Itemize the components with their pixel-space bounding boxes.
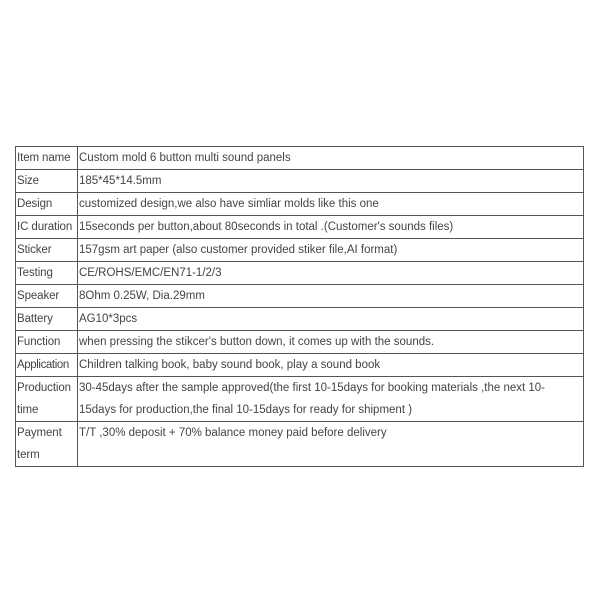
row-value: Children talking book, baby sound book, play a sound book (78, 354, 584, 377)
row-value: 185*45*14.5mm (78, 170, 584, 193)
row-label: Size (16, 170, 78, 193)
table-row (16, 239, 584, 262)
row-label: Design (16, 193, 78, 216)
table-row (16, 422, 584, 467)
row-value: 30-45days after the sample approved(the first 10-15days for booking materials ,the next 10-15days for production,the final 10-15days for ready for shipment ) (78, 377, 584, 422)
table-row (16, 147, 584, 170)
row-label: Sticker (16, 239, 78, 262)
row-label: IC duration (16, 216, 78, 239)
row-label: Application (16, 354, 78, 377)
row-value: 157gsm art paper (also customer provided stiker file,AI format) (78, 239, 584, 262)
row-value: T/T ,30% deposit + 70% balance money paid before delivery (78, 422, 584, 467)
table-row (16, 170, 584, 193)
row-label: Testing (16, 262, 78, 285)
row-value: customized design,we also have simliar molds like this one (78, 193, 584, 216)
row-value: 8Ohm 0.25W, Dia.29mm (78, 285, 584, 308)
table-row (16, 308, 584, 331)
row-value: Custom mold 6 button multi sound panels (78, 147, 584, 170)
row-value: AG10*3pcs (78, 308, 584, 331)
table-row (16, 354, 584, 377)
row-value: when pressing the stikcer's button down, it comes up with the sounds. (78, 331, 584, 354)
table-row (16, 216, 584, 239)
table-row (16, 262, 584, 285)
row-value: CE/ROHS/EMC/EN71-1/2/3 (78, 262, 584, 285)
table-row (16, 331, 584, 354)
row-label: Function (16, 331, 78, 354)
row-label: Item name (16, 147, 78, 170)
row-label: Speaker (16, 285, 78, 308)
table-row (16, 193, 584, 216)
row-label: Battery (16, 308, 78, 331)
table-row (16, 285, 584, 308)
table-row (16, 377, 584, 422)
spec-table (15, 146, 584, 467)
row-value: 15seconds per button,about 80seconds in total .(Customer's sounds files) (78, 216, 584, 239)
row-label: Production time (16, 377, 78, 422)
row-label: Payment term (16, 422, 78, 467)
